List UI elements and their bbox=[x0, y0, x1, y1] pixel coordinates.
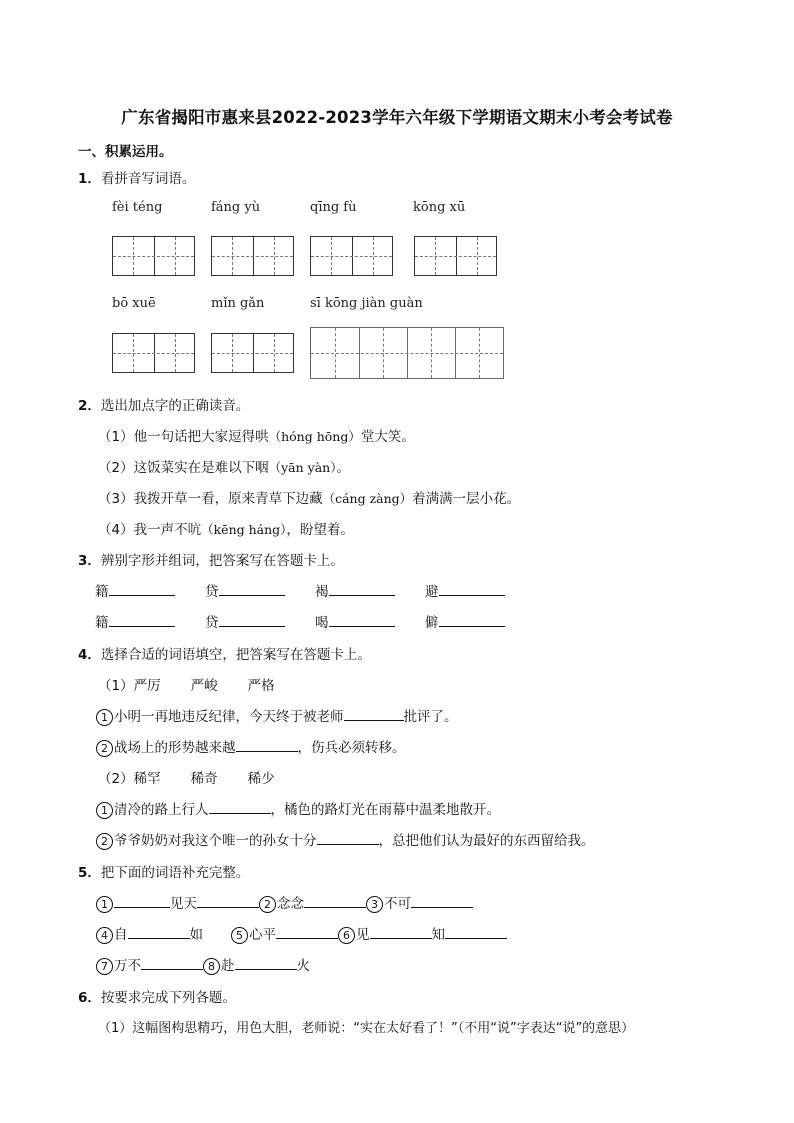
fill-sentence bbox=[96, 829, 595, 850]
circled-number: 1 bbox=[96, 896, 113, 913]
sentence-text: 批评了。 bbox=[403, 709, 458, 725]
question-3 bbox=[78, 549, 344, 569]
pinyin-label: qīng fù bbox=[310, 200, 357, 215]
pinyin-label: kōng xū bbox=[413, 200, 466, 215]
circled-number: 1 bbox=[96, 709, 113, 726]
q2-item bbox=[98, 456, 350, 476]
circled-number: 2 bbox=[96, 740, 113, 757]
item-text: （3）我拨开草一看，原来青草下边藏 bbox=[98, 491, 323, 507]
idiom-text: 火 bbox=[296, 958, 310, 974]
pinyin-label: fèi téng bbox=[112, 200, 163, 215]
item-text: （2）这饭菜实在是难以下咽 bbox=[98, 460, 269, 476]
answer-blank[interactable] bbox=[304, 906, 366, 908]
writing-grid[interactable] bbox=[112, 333, 195, 373]
sentence-text: ，总把他们认为最好的东西留给我。 bbox=[378, 833, 595, 849]
answer-blank[interactable] bbox=[109, 594, 175, 596]
question-text: 看拼音写词语。 bbox=[100, 171, 196, 187]
idiom-text: 赴 bbox=[221, 958, 235, 974]
question-text: 辨别字形并组词，把答案写在答题卡上。 bbox=[100, 553, 344, 569]
question-text: 选择合适的词语填空，把答案写在答题卡上。 bbox=[100, 647, 371, 663]
char-blank bbox=[425, 580, 505, 600]
char: 贷 bbox=[205, 615, 219, 631]
idiom-text: 自 bbox=[114, 927, 128, 943]
writing-grid[interactable] bbox=[310, 236, 393, 276]
idiom-text: 万不 bbox=[114, 958, 141, 974]
pinyin-label: bō xuē bbox=[112, 296, 156, 311]
answer-blank[interactable] bbox=[141, 968, 203, 970]
word-options bbox=[98, 674, 275, 694]
char-blank bbox=[205, 580, 285, 600]
char-blank bbox=[425, 611, 505, 631]
idiom-text: 心平 bbox=[249, 927, 276, 943]
answer-blank[interactable] bbox=[219, 625, 285, 627]
writing-grid[interactable] bbox=[211, 236, 294, 276]
idiom-row bbox=[96, 892, 473, 913]
char-blank bbox=[95, 611, 175, 631]
circled-number: 1 bbox=[96, 802, 113, 819]
pinyin-label: fáng yù bbox=[211, 200, 261, 215]
answer-blank[interactable] bbox=[197, 906, 259, 908]
pinyin-options: （cáng zàng） bbox=[322, 491, 413, 506]
answer-blank[interactable] bbox=[114, 906, 170, 908]
answer-blank[interactable] bbox=[439, 625, 505, 627]
sentence-text: 清冷的路上行人 bbox=[114, 802, 209, 818]
char: 褐 bbox=[315, 584, 329, 600]
item-text: （1）他一句话把大家逗得哄 bbox=[98, 429, 269, 445]
writing-grid[interactable] bbox=[112, 236, 195, 276]
answer-blank[interactable] bbox=[236, 750, 298, 752]
answer-blank[interactable] bbox=[109, 625, 175, 627]
fill-sentence bbox=[96, 798, 500, 819]
question-text: 按要求完成下列各题。 bbox=[100, 990, 236, 1006]
answer-blank[interactable] bbox=[370, 937, 432, 939]
char-blank bbox=[315, 580, 395, 600]
question-6 bbox=[78, 986, 236, 1006]
circled-number: 2 bbox=[96, 833, 113, 850]
item-text: ，盼望着。 bbox=[286, 522, 354, 538]
answer-blank[interactable] bbox=[445, 937, 507, 939]
idiom-text: 如 bbox=[189, 927, 203, 943]
sentence-text: 战场上的形势越来越 bbox=[114, 740, 236, 756]
word-options bbox=[98, 767, 275, 787]
answer-blank[interactable] bbox=[329, 594, 395, 596]
idiom-row bbox=[96, 923, 507, 944]
answer-blank[interactable] bbox=[209, 812, 271, 814]
circled-number: 7 bbox=[96, 958, 113, 975]
question-number: 5． bbox=[78, 865, 101, 881]
fill-sentence bbox=[96, 736, 406, 757]
option-word: 稀少 bbox=[247, 771, 275, 787]
char: 喝 bbox=[315, 615, 329, 631]
char: 籍 bbox=[95, 584, 109, 600]
pinyin-options: （hóng hōng） bbox=[268, 429, 361, 444]
pinyin-options: （kēng háng） bbox=[201, 522, 287, 537]
item-text: 。 bbox=[336, 460, 350, 476]
section-heading: 一、积累运用。 bbox=[78, 144, 173, 160]
item-text: 堂大笑。 bbox=[360, 429, 415, 445]
char: 籍 bbox=[95, 615, 109, 631]
question-number: 1． bbox=[78, 171, 101, 187]
pinyin-options: （yān yàn） bbox=[268, 460, 337, 475]
q6-item: （1）这幅图构思精巧，用色大胆，老师说：“实在太好看了！”（不用“说”字表达“说”的意思） bbox=[98, 1021, 635, 1036]
char: 贷 bbox=[205, 584, 219, 600]
idiom-text: 知 bbox=[431, 927, 445, 943]
answer-blank[interactable] bbox=[439, 594, 505, 596]
char-blank bbox=[205, 611, 285, 631]
group-label: （2） bbox=[98, 771, 134, 787]
char: 僻 bbox=[425, 615, 439, 631]
sentence-text: ，伤兵必须转移。 bbox=[297, 740, 406, 756]
circled-number: 3 bbox=[366, 896, 383, 913]
option-word: 稀奇 bbox=[190, 771, 218, 787]
fill-sentence bbox=[96, 705, 458, 726]
pinyin-label: sī kōng jiàn guàn bbox=[310, 296, 423, 311]
answer-blank[interactable] bbox=[411, 906, 473, 908]
question-number: 2． bbox=[78, 398, 101, 414]
question-text: 把下面的词语补充完整。 bbox=[100, 865, 250, 881]
q2-item bbox=[98, 425, 415, 445]
answer-blank[interactable] bbox=[219, 594, 285, 596]
idiom-text: 念念 bbox=[277, 896, 304, 912]
group-label: （1） bbox=[98, 678, 134, 694]
pinyin-label: mǐn gǎn bbox=[211, 296, 265, 311]
item-text: （4）我一声不吭 bbox=[98, 522, 202, 538]
char-blank bbox=[315, 611, 395, 631]
question-number: 6． bbox=[78, 990, 101, 1006]
answer-blank[interactable] bbox=[344, 719, 404, 721]
idiom-row bbox=[96, 954, 310, 975]
answer-blank[interactable] bbox=[276, 937, 338, 939]
question-number: 4． bbox=[78, 647, 101, 663]
option-word: 稀罕 bbox=[133, 771, 161, 787]
question-text: 选出加点字的正确读音。 bbox=[100, 398, 250, 414]
q2-item bbox=[98, 487, 520, 507]
idiom-text: 见 bbox=[356, 927, 370, 943]
writing-grid[interactable] bbox=[414, 236, 497, 276]
char: 避 bbox=[425, 584, 439, 600]
char-blank bbox=[95, 580, 175, 600]
option-word: 严格 bbox=[247, 678, 275, 694]
sentence-text: 爷爷奶奶对我这个唯一的孙女十分 bbox=[114, 833, 317, 849]
answer-blank[interactable] bbox=[128, 937, 190, 939]
idiom-text: 见天 bbox=[170, 896, 197, 912]
item-text: 着满满一层小花。 bbox=[412, 491, 521, 507]
sentence-text: 小明一再地违反纪律，今天终于被老师 bbox=[114, 709, 344, 725]
idiom-text: 不可 bbox=[384, 896, 411, 912]
writing-grid[interactable] bbox=[211, 333, 294, 373]
circled-number: 6 bbox=[338, 927, 355, 944]
option-word: 严峻 bbox=[190, 678, 218, 694]
sentence-text: ，橘色的路灯光在雨幕中温柔地散开。 bbox=[270, 802, 500, 818]
q2-item bbox=[98, 518, 354, 538]
question-number: 3． bbox=[78, 553, 101, 569]
circled-number: 4 bbox=[96, 927, 113, 944]
question-4 bbox=[78, 643, 371, 663]
writing-grid-4[interactable] bbox=[310, 327, 504, 379]
answer-blank[interactable] bbox=[317, 843, 379, 845]
question-5 bbox=[78, 861, 249, 881]
option-word: 严厉 bbox=[133, 678, 161, 694]
answer-blank[interactable] bbox=[235, 968, 297, 970]
answer-blank[interactable] bbox=[329, 625, 395, 627]
circled-number: 5 bbox=[231, 927, 248, 944]
page-title: 广东省揭阳市惠来县2022-2023学年六年级下学期语文期末小考会考试卷 bbox=[121, 108, 673, 127]
question-1 bbox=[78, 167, 195, 187]
circled-number: 8 bbox=[203, 958, 220, 975]
question-2 bbox=[78, 394, 249, 414]
circled-number: 2 bbox=[259, 896, 276, 913]
